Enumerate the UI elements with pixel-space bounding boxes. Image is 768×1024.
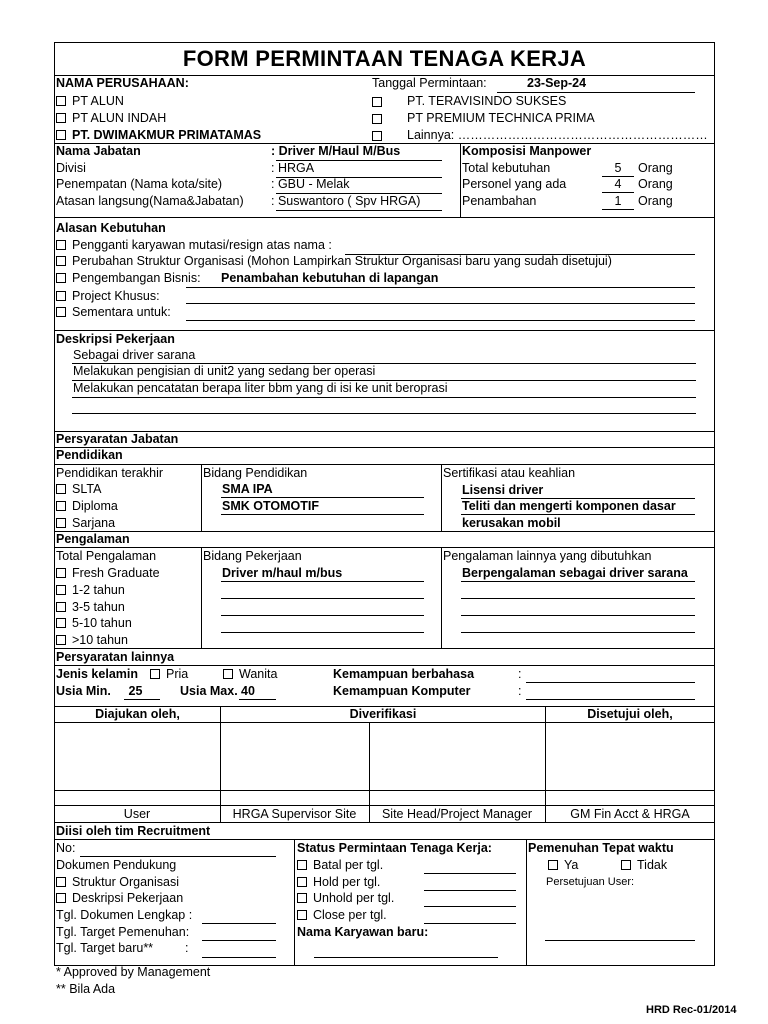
- checkbox[interactable]: [372, 131, 382, 141]
- underline: [424, 906, 516, 907]
- checkbox[interactable]: [150, 669, 160, 679]
- checkbox[interactable]: [56, 307, 66, 317]
- underline: [221, 615, 424, 616]
- divider: [54, 722, 715, 723]
- divider: [54, 839, 715, 840]
- underline: [72, 397, 696, 398]
- field-value: SMA IPA: [222, 482, 273, 496]
- underline: [202, 923, 276, 924]
- underline: [72, 413, 696, 414]
- checkbox[interactable]: [56, 484, 66, 494]
- cert-value: kerusakan mobil: [462, 516, 561, 530]
- underline: [221, 598, 424, 599]
- underline: [602, 209, 634, 210]
- doc-option[interactable]: Deskripsi Pekerjaan: [56, 891, 183, 906]
- other-exp-value: Berpengalaman sebagai driver sarana: [462, 566, 688, 580]
- ontime-no-option[interactable]: Tidak: [621, 858, 667, 873]
- requirements-heading: Persyaratan Jabatan: [56, 432, 179, 446]
- company-option-label: Lainnya: ……………………………………………………: [407, 128, 708, 142]
- underline: [221, 497, 424, 498]
- field-label: Bidang Pendidikan: [203, 466, 308, 480]
- reason-option[interactable]: Pengembangan Bisnis:: [56, 271, 201, 286]
- company-option-label: PT. TERAVISINDO SUKSES: [407, 94, 567, 108]
- exp-option[interactable]: 1-2 tahun: [56, 583, 125, 598]
- age-max-value: 40: [241, 684, 255, 698]
- checkbox[interactable]: [56, 273, 66, 283]
- manpower-value: 4: [614, 177, 622, 191]
- other-req-heading: Persyaratan lainnya: [56, 650, 175, 664]
- status-option[interactable]: Unhold per tgl.: [297, 891, 394, 906]
- colon: :: [518, 667, 522, 681]
- status-option[interactable]: Close per tgl.: [297, 908, 387, 923]
- approval-role: GM Fin Acct & HRGA: [570, 807, 690, 821]
- position-name-label: Nama Jabatan: [56, 144, 141, 158]
- checkbox[interactable]: [548, 860, 558, 870]
- checkbox[interactable]: [223, 669, 233, 679]
- company-option[interactable]: PT. DWIMAKMUR PRIMATAMAS: [56, 128, 261, 143]
- underline: [545, 940, 695, 941]
- manpower-label: Penambahan: [462, 194, 537, 208]
- age-max-label: Usia Max.: [180, 684, 238, 698]
- underline: [221, 514, 424, 515]
- underline: [461, 598, 695, 599]
- underline: [602, 192, 634, 193]
- underline: [314, 957, 498, 958]
- checkbox[interactable]: [56, 877, 66, 887]
- underline: [424, 890, 516, 891]
- divider: [54, 464, 715, 465]
- placement-label: Penempatan (Nama kota/site): [56, 177, 223, 191]
- divider: [54, 330, 715, 331]
- divider: [54, 805, 715, 806]
- status-option[interactable]: Hold per tgl.: [297, 875, 380, 890]
- checkbox[interactable]: [56, 635, 66, 645]
- education-level-label: Pendidikan terakhir: [56, 466, 164, 480]
- divider: [294, 839, 295, 965]
- placement-value: : GBU - Melak: [271, 177, 350, 191]
- underline: [186, 287, 695, 288]
- company-option-label: PT PREMIUM TECHNICA PRIMA: [407, 111, 595, 125]
- education-option[interactable]: SLTA: [56, 482, 101, 497]
- checkbox[interactable]: [56, 568, 66, 578]
- manpower-unit: Orang: [638, 161, 673, 175]
- language-label: Kemampuan berbahasa: [333, 667, 475, 681]
- doc-label: Dokumen Pendukung: [56, 858, 177, 872]
- checkbox[interactable]: [56, 618, 66, 628]
- position-name-value: : Driver M/Haul M/Bus: [271, 144, 401, 158]
- ontime-yes-option[interactable]: Ya: [548, 858, 578, 873]
- exp-option[interactable]: 5-10 tahun: [56, 616, 132, 631]
- reason-option[interactable]: Pengganti karyawan mutasi/resign atas nama :: [56, 238, 332, 253]
- underline: [461, 581, 695, 582]
- recruitment-heading: Diisi oleh tim Recruitment: [56, 824, 211, 838]
- superior-value: : Suswantoro ( Spv HRGA): [271, 194, 421, 208]
- doc-code: HRD Rec-01/2014: [646, 1004, 737, 1016]
- divider: [441, 547, 442, 648]
- computer-label: Kemampuan Komputer: [333, 684, 471, 698]
- checkbox[interactable]: [56, 240, 66, 250]
- checkbox[interactable]: [621, 860, 631, 870]
- underline: [461, 615, 695, 616]
- checkbox[interactable]: [56, 130, 66, 140]
- no-label: No:: [56, 841, 76, 855]
- exp-option[interactable]: >10 tahun: [56, 633, 128, 648]
- checkbox[interactable]: [56, 585, 66, 595]
- company-option[interactable]: PT ALUN INDAH: [56, 111, 166, 126]
- ontime-heading: Pemenuhan Tepat waktu: [528, 841, 674, 855]
- divider: [460, 143, 461, 217]
- gender-female-option[interactable]: Wanita: [223, 667, 277, 682]
- underline: [239, 699, 276, 700]
- underline: [124, 699, 160, 700]
- checkbox[interactable]: [372, 114, 382, 124]
- description-line: Melakukan pencatatan berapa liter bbm yang di isi ke unit beroprasi: [73, 381, 448, 395]
- underline: [186, 320, 695, 321]
- field-value: SMK OTOMOTIF: [222, 499, 319, 513]
- divider: [54, 547, 715, 548]
- manpower-unit: Orang: [638, 177, 673, 191]
- exp-option[interactable]: Fresh Graduate: [56, 566, 160, 581]
- company-label: NAMA PERUSAHAAN:: [56, 76, 189, 90]
- underline: [424, 873, 516, 874]
- approval-header: Diverifikasi: [349, 707, 417, 721]
- checkbox[interactable]: [56, 602, 66, 612]
- checkbox[interactable]: [56, 501, 66, 511]
- approval-role: HRGA Supervisor Site: [232, 807, 357, 821]
- status-heading: Status Permintaan Tenaga Kerja:: [297, 841, 492, 855]
- divider: [54, 665, 715, 666]
- reason-option[interactable]: Project Khusus:: [56, 289, 160, 304]
- checkbox[interactable]: [56, 113, 66, 123]
- divider: [201, 547, 202, 648]
- underline: [202, 940, 276, 941]
- divider: [54, 822, 715, 823]
- manpower-label: Total kebutuhan: [462, 161, 551, 175]
- new-employee-label: Nama Karyawan baru:: [297, 925, 429, 939]
- underline: [526, 682, 695, 683]
- underline: [202, 957, 276, 958]
- gender-male-option[interactable]: Pria: [150, 667, 188, 682]
- description-heading: Deskripsi Pekerjaan: [56, 332, 175, 346]
- target-new-label: Tgl. Target baru**: [56, 941, 154, 955]
- approval-header: Disetujui oleh,: [587, 707, 673, 721]
- work-field-label: Bidang Pekerjaan: [203, 549, 302, 563]
- date-underline: [497, 92, 695, 93]
- checkbox[interactable]: [372, 97, 382, 107]
- target-fill-label: Tgl. Target Pemenuhan:: [56, 925, 190, 939]
- approval-header: Diajukan oleh,: [95, 707, 180, 721]
- doc-option[interactable]: Struktur Organisasi: [56, 875, 179, 890]
- age-min-value: 25: [128, 684, 143, 698]
- reason-heading: Alasan Kebutuhan: [56, 221, 166, 235]
- checkbox[interactable]: [297, 910, 307, 920]
- footnote: * Approved by Management: [56, 965, 211, 979]
- approval-role: User: [123, 807, 151, 821]
- checkbox[interactable]: [297, 893, 307, 903]
- education-option[interactable]: Diploma: [56, 499, 118, 514]
- checkbox[interactable]: [56, 518, 66, 528]
- cert-value: Lisensi driver: [462, 483, 544, 497]
- checkbox[interactable]: [56, 96, 66, 106]
- manpower-label: Personel yang ada: [462, 177, 567, 191]
- underline: [221, 581, 424, 582]
- total-exp-label: Total Pengalaman: [56, 549, 157, 563]
- company-option[interactable]: PT ALUN: [56, 94, 124, 109]
- form-title: FORM PERMINTAAN TENAGA KERJA: [182, 46, 587, 71]
- description-line: Melakukan pengisian di unit2 yang sedang ber operasi: [73, 364, 376, 378]
- colon: :: [518, 684, 522, 698]
- work-field-value: Driver m/haul m/bus: [222, 566, 343, 580]
- cert-value: Teliti dan mengerti komponen dasar: [462, 499, 676, 513]
- underline: [526, 699, 695, 700]
- superior-label: Atasan langsung(Nama&Jabatan): [56, 194, 244, 208]
- underline: [461, 632, 695, 633]
- date-label: Tanggal Permintaan:: [372, 76, 487, 90]
- checkbox[interactable]: [297, 877, 307, 887]
- education-heading: Pendidikan: [56, 448, 123, 462]
- division-label: Divisi: [56, 161, 86, 175]
- divider: [54, 531, 715, 532]
- underline: [186, 303, 695, 304]
- divider: [54, 790, 715, 791]
- experience-heading: Pengalaman: [56, 532, 130, 546]
- cert-label: Sertifikasi atau keahlian: [443, 466, 576, 480]
- description-line: Sebagai driver sarana: [73, 348, 196, 362]
- status-option[interactable]: Batal per tgl.: [297, 858, 383, 873]
- manpower-heading: Komposisi Manpower: [462, 144, 592, 158]
- footnote: ** Bila Ada: [56, 982, 116, 996]
- checkbox[interactable]: [56, 291, 66, 301]
- age-min-label: Usia Min.: [56, 684, 111, 698]
- manpower-value: 1: [614, 194, 622, 208]
- divider: [201, 464, 202, 531]
- colon: :: [185, 941, 189, 955]
- divider: [526, 839, 527, 965]
- divider: [54, 648, 715, 649]
- approval-role: Site Head/Project Manager: [381, 807, 533, 821]
- manpower-value: 5: [614, 161, 622, 175]
- underline: [276, 210, 442, 211]
- reason-option[interactable]: Sementara untuk:: [56, 305, 171, 320]
- division-value: : HRGA: [271, 161, 315, 175]
- divider: [54, 217, 715, 218]
- checkbox[interactable]: [56, 256, 66, 266]
- doc-complete-label: Tgl. Dokumen Lengkap :: [56, 908, 193, 922]
- underline: [424, 923, 516, 924]
- underline: [461, 514, 695, 515]
- user-approval-label: Persetujuan User:: [546, 876, 635, 888]
- exp-option[interactable]: 3-5 tahun: [56, 600, 125, 615]
- checkbox[interactable]: [56, 893, 66, 903]
- underline: [80, 856, 276, 857]
- other-exp-label: Pengalaman lainnya yang dibutuhkan: [443, 549, 652, 563]
- date-value: 23-Sep-24: [527, 76, 587, 90]
- underline: [221, 632, 424, 633]
- business-value: Penambahan kebutuhan di lapangan: [221, 271, 439, 285]
- gender-label: Jenis kelamin: [56, 667, 138, 681]
- divider: [54, 447, 715, 448]
- education-option[interactable]: Sarjana: [56, 516, 115, 531]
- manpower-unit: Orang: [638, 194, 673, 208]
- checkbox[interactable]: [297, 860, 307, 870]
- divider: [441, 464, 442, 531]
- reason-option[interactable]: Perubahan Struktur Organisasi (Mohon Lampirkan Struktur Organisasi baru yang sudah disetujui): [56, 254, 612, 269]
